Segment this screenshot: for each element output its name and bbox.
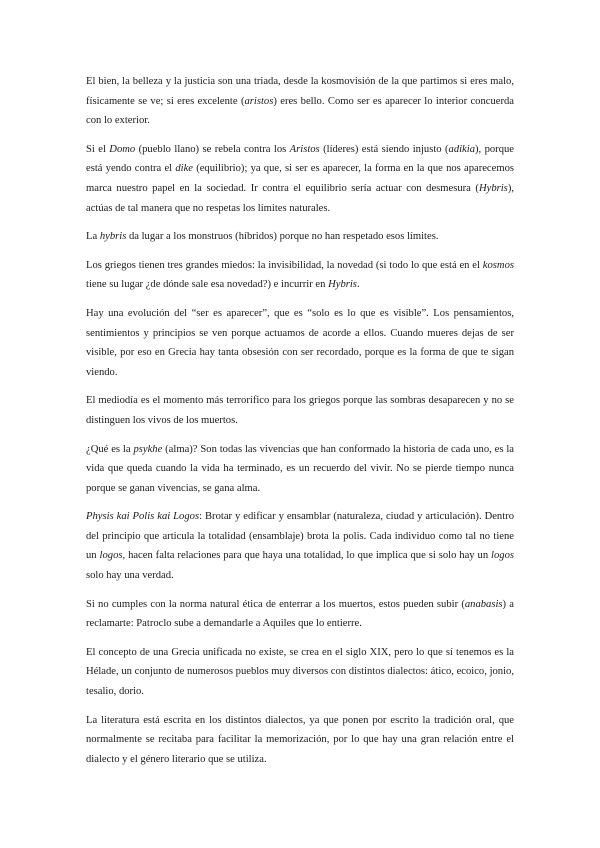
- italic-term: Physis kai Polis kai Logos: [86, 511, 200, 523]
- paragraph-helade: [86, 643, 514, 702]
- italic-term: anabasis: [464, 598, 503, 610]
- text-run: (pueblo llano) se rebela contra los: [135, 143, 290, 155]
- text-run: Si no cumples con la norma natural ética de enterrar a los muertos, estos pueden subir (: [86, 598, 465, 610]
- text-run: Hay una evolución del “ser es aparecer”, que es “solo es lo que es visible”. Los pensamientos, sentimientos y principios se ven porque actuamos de acorde a ellos. Cuando mueres dejas de ser visible, por eso en Grecia hay tanta obsesión con ser recordado, porque es la forma de que te sigan viendo.: [86, 307, 514, 378]
- paragraph-psykhe: [86, 440, 514, 499]
- italic-term: logos,: [99, 550, 126, 562]
- text-run: La: [86, 231, 100, 243]
- text-run: solo hay una verdad.: [86, 570, 174, 582]
- paragraph-literatura: [86, 711, 514, 770]
- text-run: El mediodía es el momento más terrorífico para los griegos porque las sombras desaparecen y no se distinguen los vivos de los muertos.: [86, 395, 514, 426]
- text-run: Si el: [86, 143, 110, 155]
- text-run: ) eres bello. Como ser es aparecer lo interior concuerda con lo exterior.: [86, 95, 515, 127]
- text-run: : Brotar y edificar y ensamblar (naturaleza, ciudad y articulación). Dentro del principio que articula la totalidad (ensamblaje) brota la polis. Cada individuo como tal no tiene un: [86, 511, 514, 562]
- italic-term: Hybris: [328, 279, 357, 291]
- italic-term: kosmos: [482, 259, 514, 271]
- italic-term: Aristos: [289, 143, 320, 155]
- paragraph-anabasis: [86, 595, 514, 634]
- text-run: hacen falta relaciones para que haya una totalidad, lo que implica que si solo hay un: [125, 550, 492, 562]
- paragraph-kosmovision: [86, 72, 514, 131]
- text-run: (alma)? Son todas las vivencias que han conformado la historia de cada uno, es la vida que queda cuando la vida ha terminado, es un recuerdo del vivir. No se pierde tiempo nunca porque se ganan vivencias, se gana alma.: [86, 443, 514, 494]
- text-run: (líderes) está siendo injusto (: [319, 143, 449, 155]
- paragraph-mediodia: [86, 391, 514, 430]
- text-run: (equilibrio); ya que, si ser es aparecer, la forma en la que nos aparecemos marca nuestro papel en la sociedad. Ir contra el equilibrio sería actuar con desmesura (: [86, 163, 514, 194]
- italic-term: psykhe: [133, 443, 163, 455]
- italic-term: logos: [491, 550, 515, 562]
- italic-term: aristos: [244, 95, 274, 107]
- text-run: .: [356, 279, 360, 291]
- text-run: Los griegos tienen tres grandes miedos: la invisibilidad, la novedad (si todo lo que está en el: [86, 259, 483, 271]
- italic-term: dike: [175, 163, 193, 175]
- document-page: [86, 72, 514, 769]
- text-run: El concepto de una Grecia unificada no existe, se crea en el siglo XIX, pero lo que sí tenemos es la Hélade, un conjunto de numerosos pueblos muy diversos con distintos dialectos: ático, ecoico, jonio, tesalio, dorio.: [86, 646, 514, 698]
- paragraph-hybris: [86, 227, 514, 247]
- text-run: El bien, la belleza y la justicia son una triada, desde la kosmovisión de la que partimos si eres malo, físicamente se ve; si eres excelente (: [86, 76, 514, 107]
- italic-term: hybris: [99, 231, 127, 243]
- italic-term: Hybris: [478, 182, 508, 194]
- paragraph-physis: [86, 507, 514, 585]
- text-run: ), actúas de tal manera que no respetas los límites naturales.: [86, 182, 514, 214]
- text-run: ) a reclamarte: Patroclo sube a demandarle a Aquiles que lo entierre.: [86, 598, 514, 630]
- paragraph-evolucion: [86, 304, 514, 382]
- paragraph-domo: [86, 140, 514, 218]
- text-run: ), porque está yendo contra el: [86, 143, 514, 175]
- text-run: tiene su lugar ¿de dónde sale esa novedad?) e incurrir en: [86, 279, 329, 291]
- text-run: La literatura está escrita en los distintos dialectos, ya que ponen por escrito la tradición oral, que normalmente se recitaba para facilitar la memorización, por lo que hay una gran relación entre el dialecto y el género literario que se utiliza.: [86, 714, 514, 765]
- text-run: da lugar a los monstruos (híbridos) porque no han respetado esos límites.: [126, 231, 439, 243]
- paragraph-miedos: [86, 256, 514, 295]
- text-run: ¿Qué es la: [86, 443, 134, 455]
- italic-term: Domo: [109, 143, 136, 155]
- italic-term: adikia: [448, 143, 475, 155]
